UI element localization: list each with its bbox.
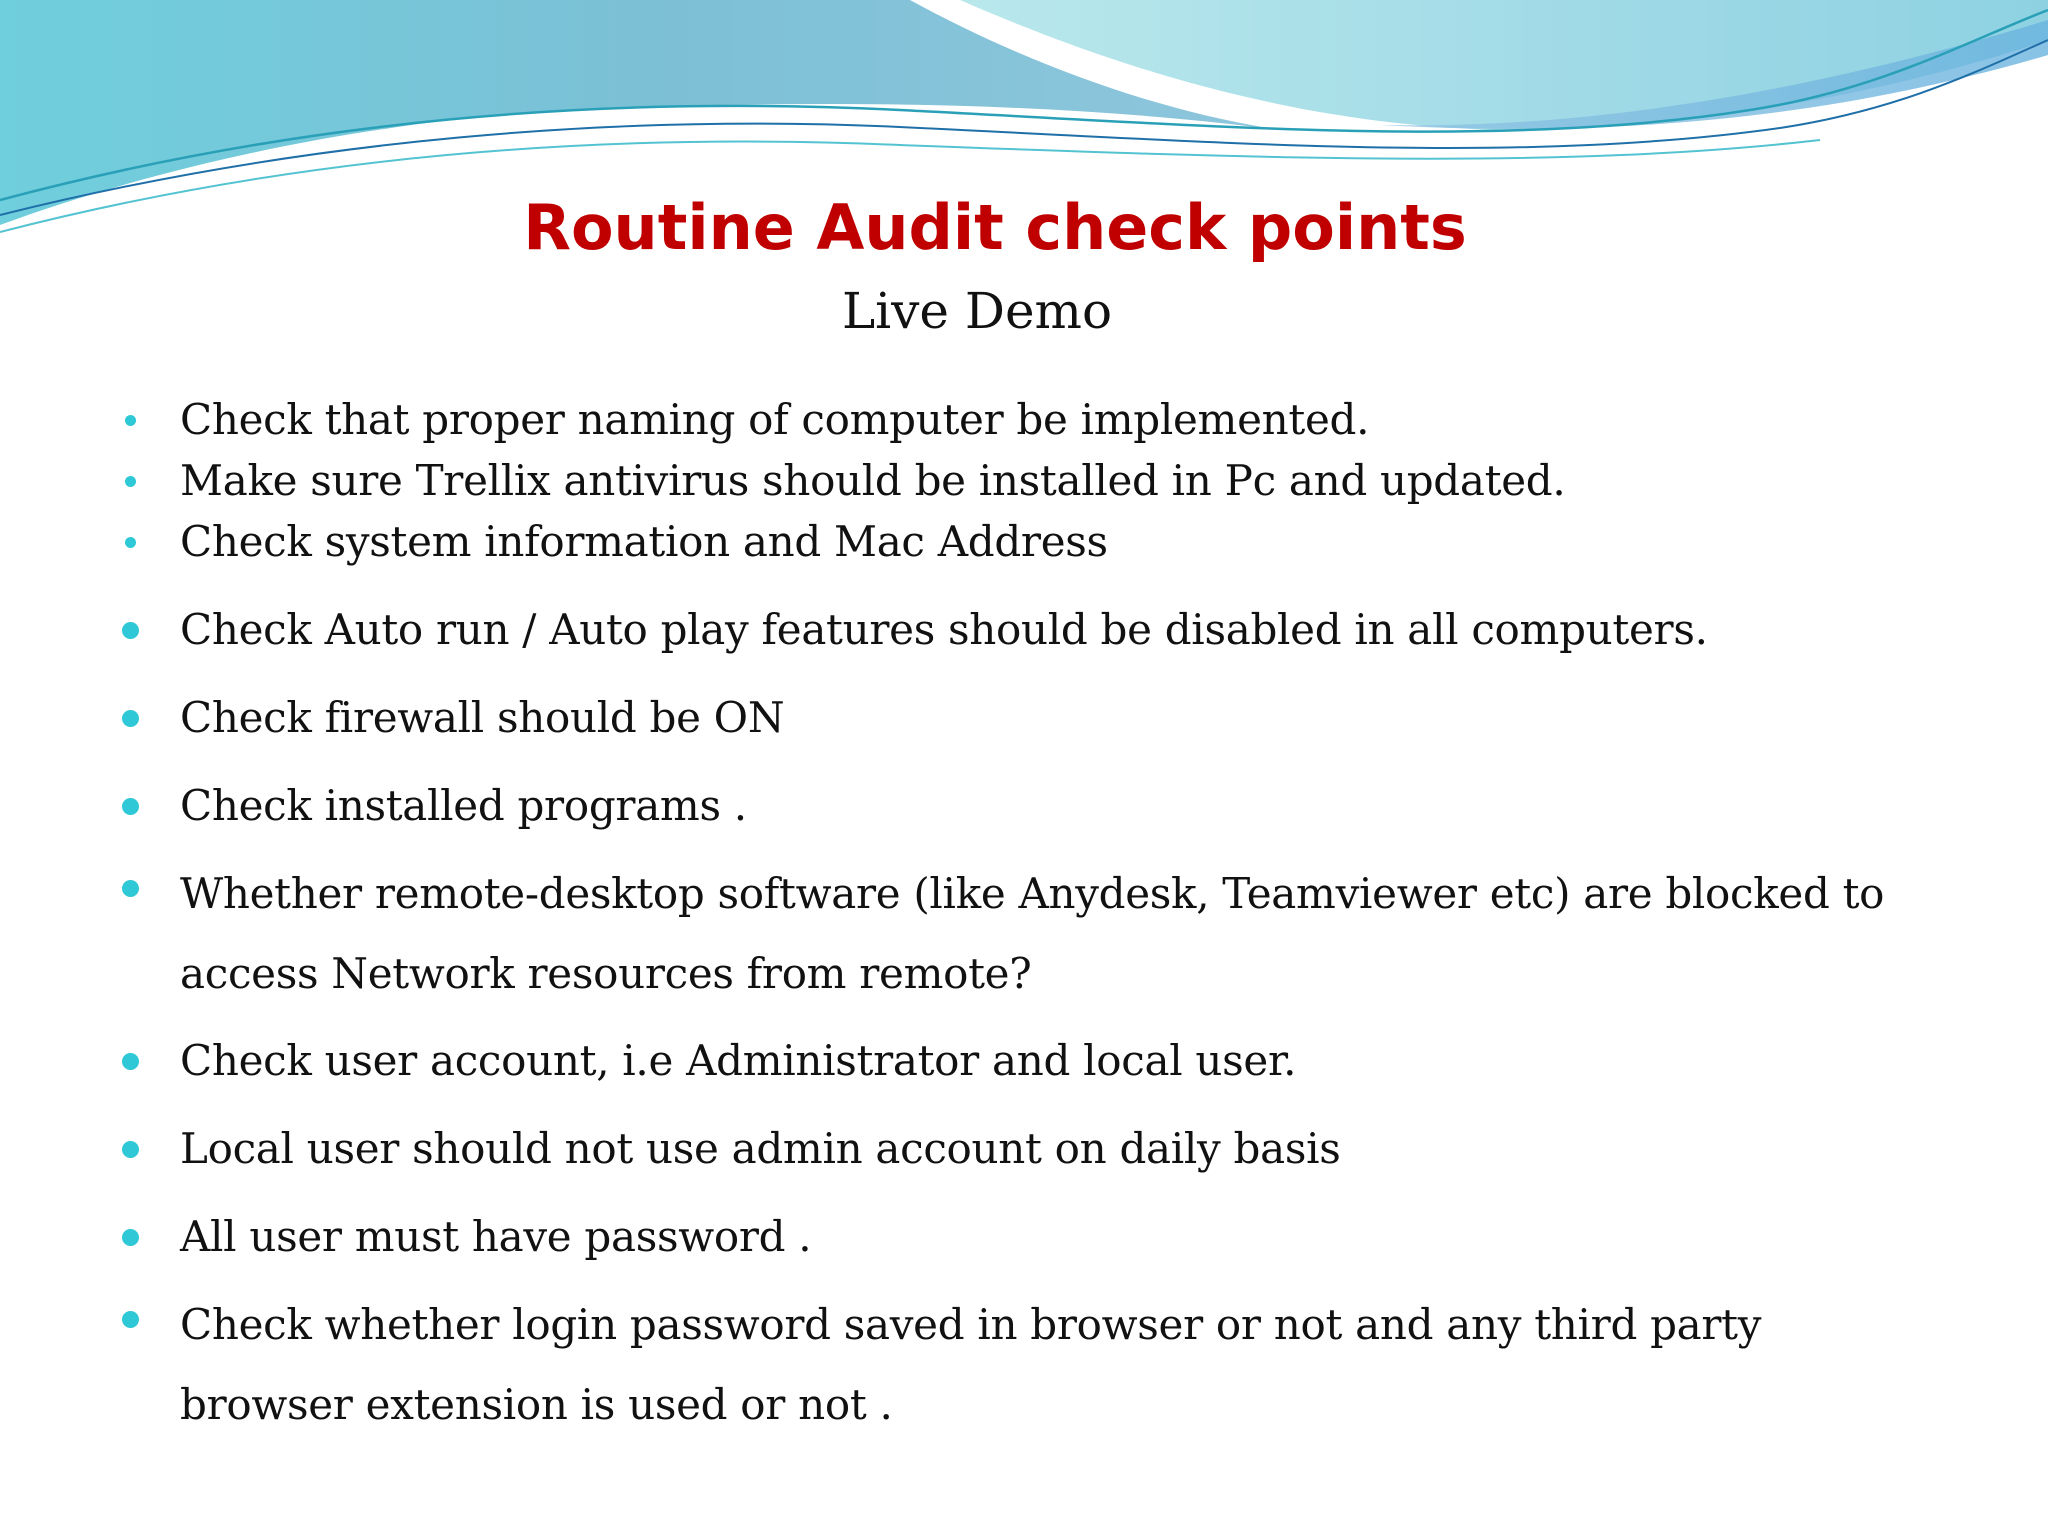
list-item <box>180 390 1900 450</box>
list-item-text: All user must have password . <box>180 1212 812 1261</box>
bullet-icon <box>122 622 139 639</box>
bullet-icon <box>122 710 139 727</box>
bullet-icon <box>125 476 136 487</box>
list-item-text: Check that proper naming of computer be implemented. <box>180 395 1370 444</box>
bullet-icon <box>122 1053 139 1070</box>
list-item-text: Check Auto run / Auto play features should be disabled in all computers. <box>180 605 1708 654</box>
list-item <box>180 1031 1900 1091</box>
list-item-text: Check system information and Mac Address <box>180 517 1108 566</box>
bullet-icon <box>122 880 139 897</box>
list-item <box>180 776 1900 836</box>
list-item <box>180 1285 1840 1445</box>
list-item <box>180 451 1900 511</box>
list-item-text: Check user account, i.e Administrator and local user. <box>180 1036 1297 1085</box>
bullet-icon <box>125 415 136 426</box>
list-item <box>180 512 1900 572</box>
bullet-icon <box>125 537 136 548</box>
list-item-text: Local user should not use admin account on daily basis <box>180 1124 1341 1173</box>
list-item-text: Check whether login password saved in browser or not and any third party browser extension is used or not . <box>180 1300 1762 1429</box>
list-item <box>180 1119 1900 1179</box>
list-item-text: Check installed programs . <box>180 781 747 830</box>
slide-subtitle: Live Demo <box>841 282 1113 340</box>
list-item-text: Check firewall should be ON <box>180 693 785 742</box>
bullet-icon <box>122 1311 139 1328</box>
list-item <box>180 1207 1900 1267</box>
list-item-text: Make sure Trellix antivirus should be installed in Pc and updated. <box>180 456 1566 505</box>
bullet-icon <box>122 1141 139 1158</box>
list-item <box>180 600 1900 660</box>
list-item <box>180 688 1900 748</box>
list-item-text: Whether remote-desktop software (like Anydesk, Teamviewer etc) are blocked to access Network resources from remote? <box>180 869 1885 998</box>
bullet-icon <box>122 798 139 815</box>
bullet-icon <box>122 1229 139 1246</box>
slide-title: Routine Audit check points <box>523 191 1467 264</box>
list-item <box>180 854 1900 1014</box>
